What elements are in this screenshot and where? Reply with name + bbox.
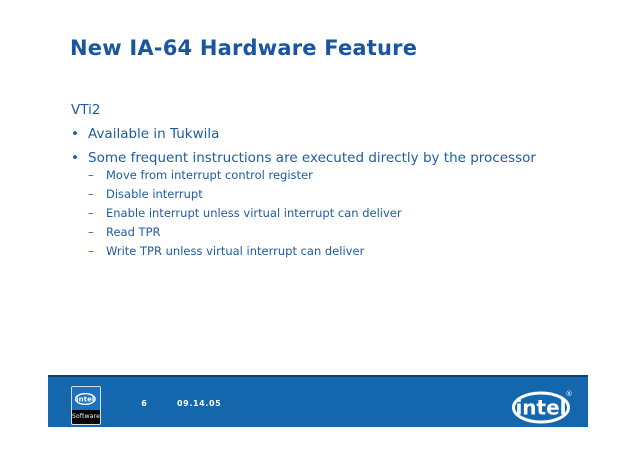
svg-text:intel: intel: [515, 395, 567, 420]
sub-bullet-text: Write TPR unless virtual interrupt can deliver: [106, 244, 365, 258]
dash-marker-icon: –: [88, 206, 94, 220]
sub-bullet-item: [88, 187, 203, 201]
sub-bullet-item: [88, 225, 161, 239]
sub-bullet-item: [88, 206, 402, 220]
badge-software-label: Software: [72, 413, 101, 420]
sub-bullet-text: Enable interrupt unless virtual interrupt can deliver: [106, 206, 402, 220]
svg-text:intel: intel: [76, 393, 95, 403]
intel-software-badge: [71, 386, 101, 425]
sub-bullet-text: Read TPR: [106, 225, 161, 239]
bullet-text: Some frequent instructions are executed directly by the processor: [88, 150, 536, 166]
slide-date: 09.14.05: [177, 399, 222, 408]
sub-bullet-item: [88, 244, 364, 258]
dash-marker-icon: –: [88, 244, 94, 258]
intro-text: VTi2: [71, 102, 101, 118]
footer-bar: [48, 375, 588, 427]
bullet-marker-icon: •: [71, 126, 79, 142]
intel-logo: [512, 389, 574, 424]
svg-text:®: ®: [565, 390, 573, 398]
dash-marker-icon: –: [88, 187, 94, 201]
sub-bullet-text: Move from interrupt control register: [106, 168, 313, 182]
sub-bullet-item: [88, 168, 313, 182]
intel-logo-icon: [75, 392, 97, 406]
page-number: 6: [141, 399, 147, 408]
badge-logo-area: [72, 387, 100, 410]
dash-marker-icon: –: [88, 225, 94, 239]
sub-bullet-text: Disable interrupt: [106, 187, 203, 201]
bullet-text: Available in Tukwila: [88, 126, 220, 142]
bullet-marker-icon: •: [71, 150, 79, 166]
slide-title: New IA-64 Hardware Feature: [70, 36, 418, 60]
bullet-item: [71, 127, 219, 142]
bullet-item: [71, 151, 536, 166]
dash-marker-icon: –: [88, 168, 94, 182]
